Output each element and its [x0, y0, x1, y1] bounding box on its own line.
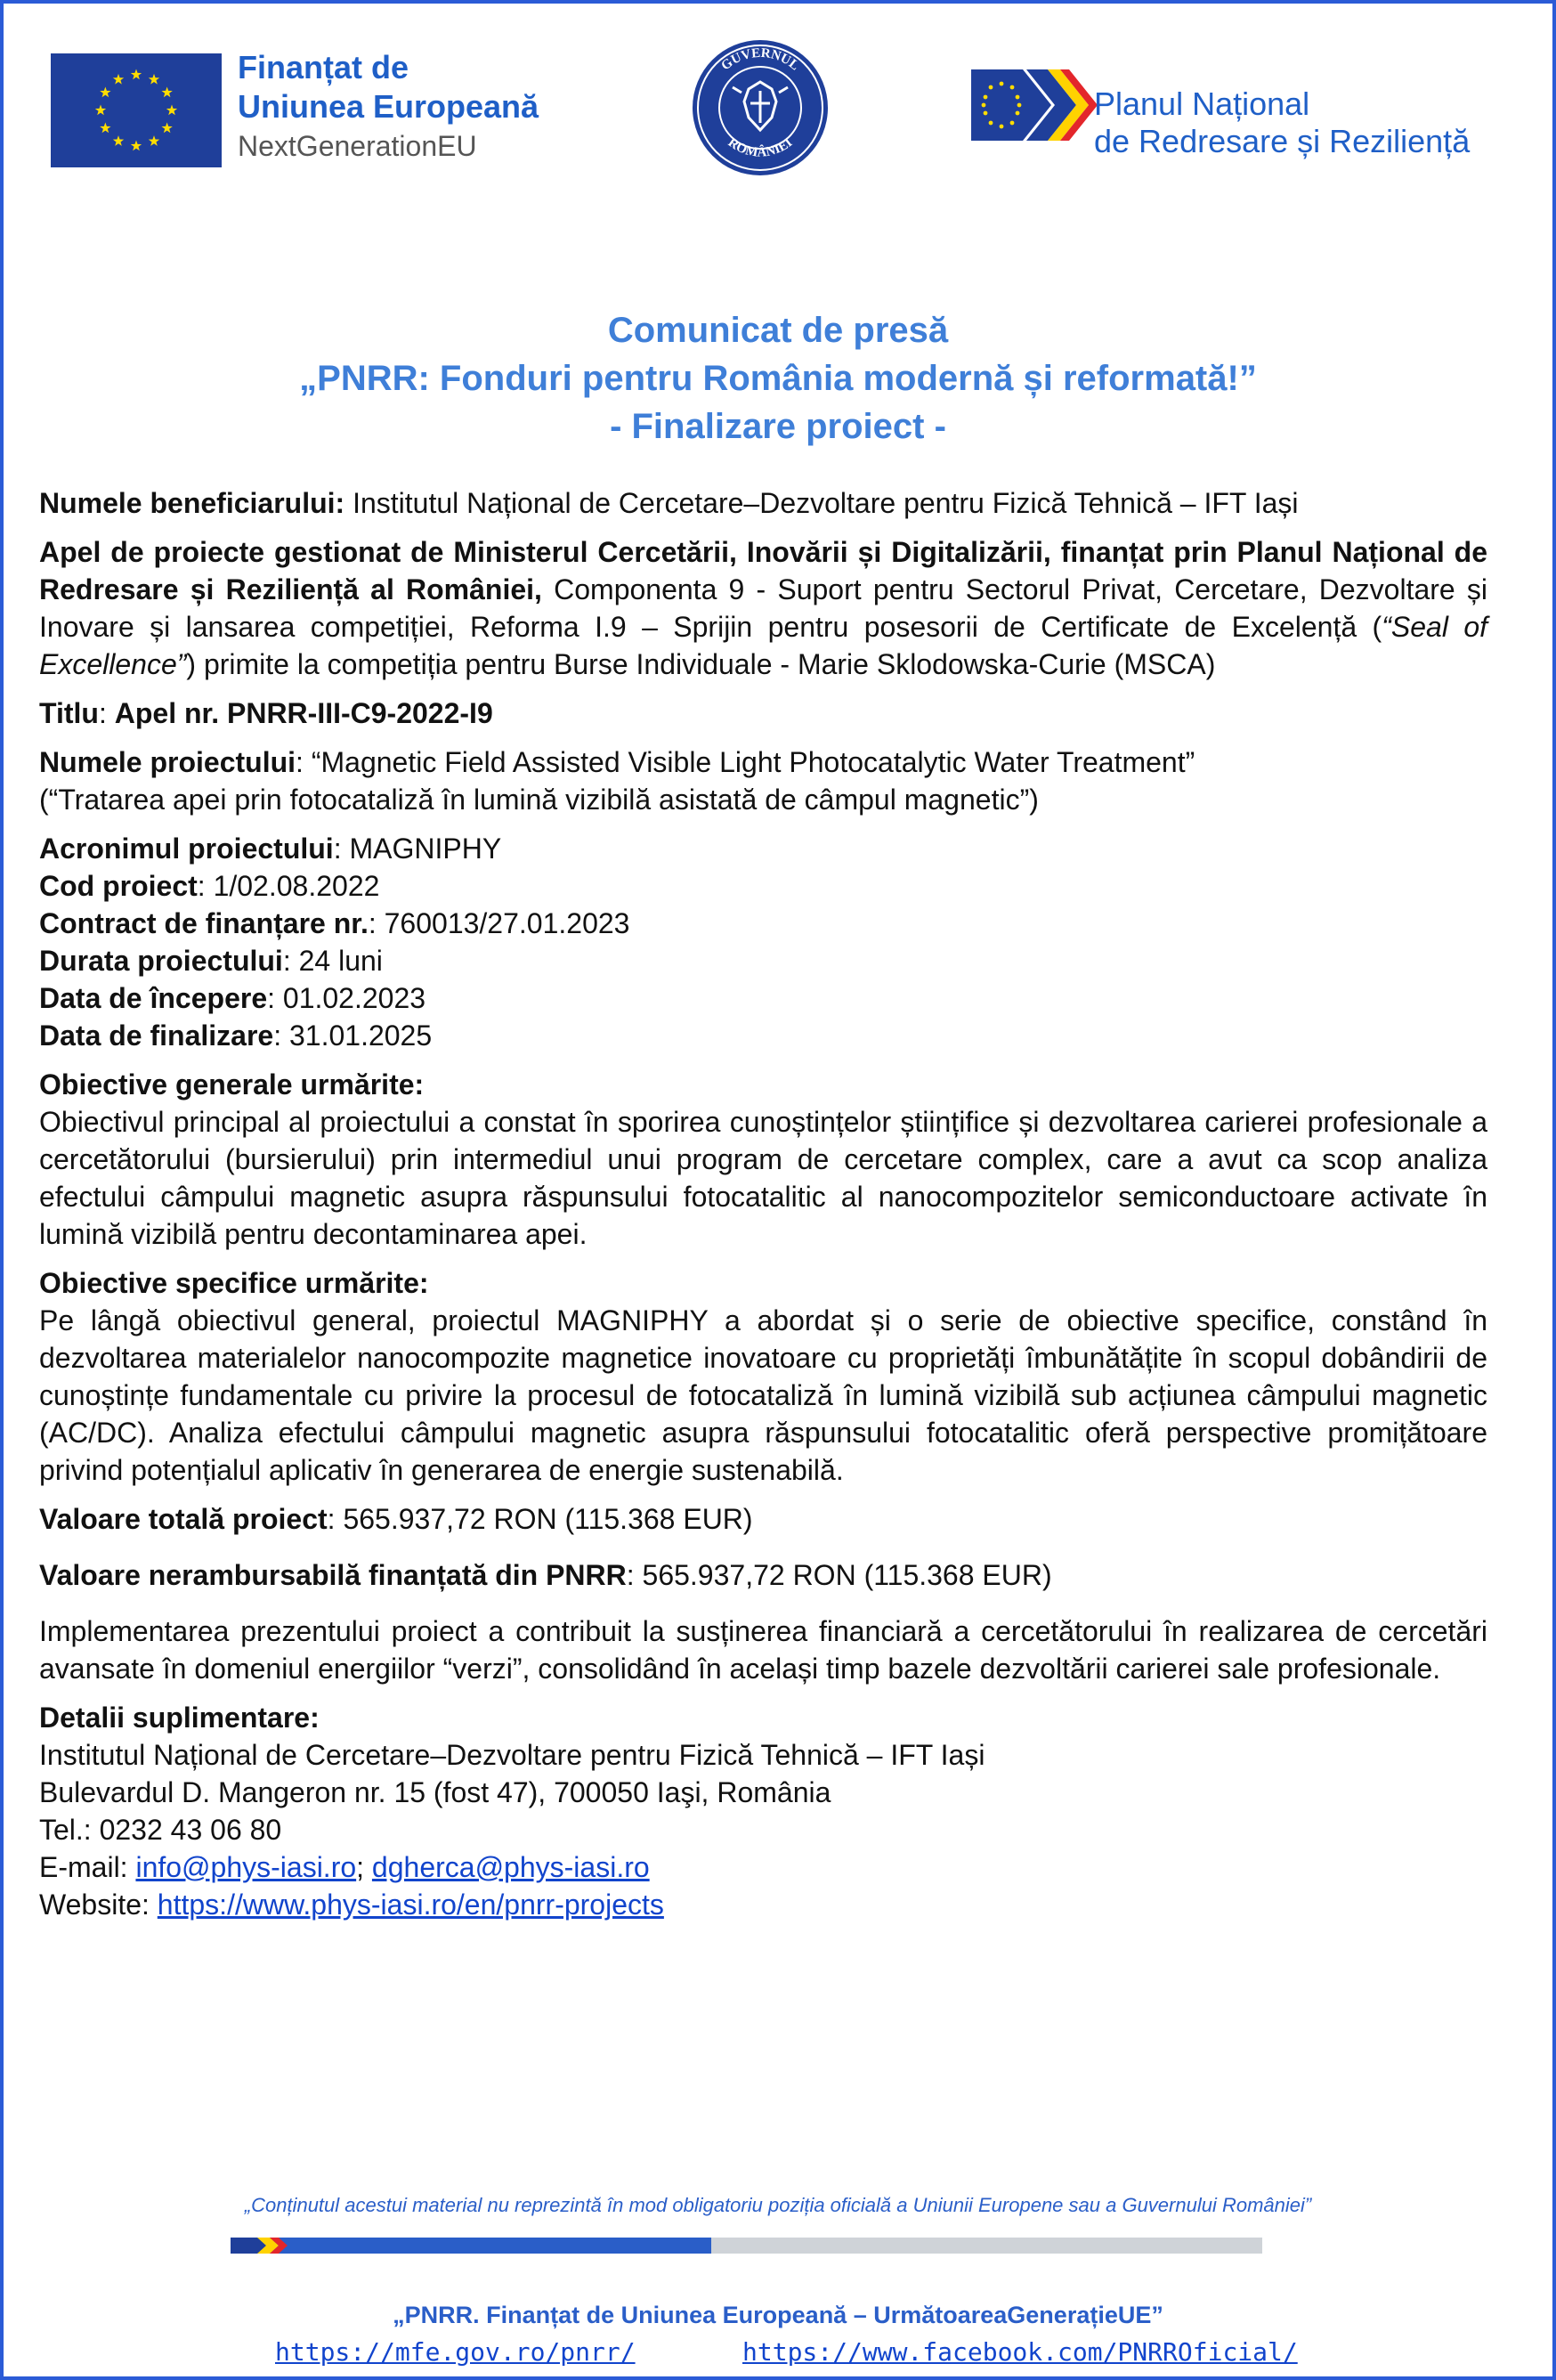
email-link-dgherca[interactable]: dgherca@phys-iasi.ro: [371, 1851, 650, 1883]
website-label: Website:: [39, 1889, 158, 1921]
detail-value: : 1/02.08.2022: [197, 870, 380, 902]
detail-value: : 24 luni: [282, 945, 383, 977]
call-paragraph: [39, 533, 1487, 683]
call-text-2: ) primite la competiția pentru Burse Individuale - Marie Sklodowska-Curie (MSCA): [186, 648, 1216, 680]
pnrr-title: [1094, 85, 1470, 160]
project-name-label: Numele proiectului: [39, 746, 296, 778]
nonrefundable-label: Valoare nerambursabilă finanțată din PNRR: [39, 1559, 627, 1591]
eu-union-line: Uniunea Europeană: [238, 88, 539, 125]
email-label: E-mail:: [39, 1851, 136, 1883]
email-link-info[interactable]: info@phys-iasi.ro: [135, 1851, 357, 1883]
divider-grey-segment: [711, 2238, 1262, 2254]
detail-row: [39, 905, 1487, 942]
contact-heading: Detalii suplimentare:: [39, 1702, 320, 1734]
general-objectives-heading: Obiective generale urmărite:: [39, 1068, 425, 1101]
contact-section: [39, 1699, 1487, 1923]
detail-label: Data de începere: [39, 982, 268, 1014]
divider-blue-segment: [231, 2238, 711, 2254]
seal-of-excellence-text: “Seal of Excellence”: [39, 611, 1488, 680]
website-link[interactable]: https://www.phys-iasi.ro/en/pnrr-projects: [157, 1889, 664, 1921]
footer-links: [4, 2336, 1552, 2368]
detail-row: [39, 1017, 1487, 1054]
title-line-3: - Finalizare proiect -: [610, 407, 946, 446]
detail-label: Durata proiectului: [39, 945, 283, 977]
specific-objectives-section: [39, 1264, 1487, 1489]
eu-nextgen-line: NextGenerationEU: [238, 130, 477, 162]
general-objectives-text: Obiectivul principal al proiectului a constat în sporirea cunoștințelor științifice și dezvoltarea carierei profesionale a cercetătorului (bursierului) prin intermediul unui program de cercetare complex, care a avut ca scop analiza efectului câmpului magnetic asupra răspunsului fotocatalitic al nanocompozitelor semiconductoare activate în lumină vizibilă pentru decontaminarea apei.: [39, 1106, 1487, 1250]
project-name-paragraph: [39, 743, 1487, 818]
seal-text: GUVERNUL: [718, 45, 802, 74]
beneficiary-label: Numele beneficiarului:: [39, 487, 345, 519]
title-paragraph: [39, 695, 1487, 732]
eu-flag-icon: [51, 53, 222, 167]
body-content: [39, 484, 1487, 1935]
titlu-sep: :: [98, 697, 115, 729]
eu-funding-label: [238, 48, 612, 166]
pnrr-title-line2: de Redresare și Reziliență: [1094, 123, 1471, 159]
contact-website-row: [39, 1886, 1487, 1923]
email-separator: ;: [356, 1851, 372, 1883]
government-seal-icon: [690, 37, 831, 178]
general-objectives-section: [39, 1066, 1487, 1253]
nonrefundable-paragraph: [39, 1556, 1487, 1594]
detail-value: : 31.01.2025: [273, 1019, 433, 1052]
implementation-paragraph: Implementarea prezentului proiect a contribuit la susținerea financiară a cercetătorului în realizarea de cercetări avansate în domeniul energiilor “verzi”, consolidând în același timp bazele dezvoltării carierei sale profesionale.: [39, 1615, 1487, 1685]
detail-label: Cod proiect: [39, 870, 198, 902]
nonrefundable-amount: : 565.937,72 RON (115.368 EUR): [626, 1559, 1052, 1591]
eu-funded-line: Finanțat de: [238, 49, 409, 85]
detail-label: Data de finalizare: [39, 1019, 274, 1052]
specific-objectives-heading: Obiective specifice urmărite:: [39, 1267, 429, 1299]
beneficiary-paragraph: [39, 484, 1487, 522]
project-name-translation: (“Tratarea apei prin fotocataliză în lumină vizibilă asistată de câmpul magnetic”): [39, 784, 1039, 816]
contact-institution: Institutul Național de Cercetare–Dezvoltare pentru Fizică Tehnică – IFT Iași: [39, 1739, 985, 1771]
contact-address: Bulevardul D. Mangeron nr. 15 (fost 47), 700050 Iaşi, România: [39, 1776, 831, 1808]
pnrr-arrow-icon: [231, 2238, 293, 2254]
total-value-label: Valoare totală proiect: [39, 1503, 328, 1535]
titlu-value: Apel nr. PNRR-III-C9-2022-I9: [114, 697, 493, 729]
document-title: [39, 306, 1517, 451]
svg-text:ROMÂNIEI: ROMÂNIEI: [725, 135, 796, 160]
mfe-pnrr-link[interactable]: https://mfe.gov.ro/pnrr/: [275, 2337, 636, 2367]
titlu-label: Titlu: [39, 697, 99, 729]
detail-label: Contract de finanțare nr.: [39, 907, 369, 939]
detail-value: : 01.02.2023: [267, 982, 426, 1014]
call-bold-text: Apel de proiecte gestionat de Ministerul Cercetării, Inovării și Digitalizării, finanțat prin Planul Național de Redresare și Reziliență al României,: [39, 536, 1487, 605]
contact-phone: Tel.: 0232 43 06 80: [39, 1814, 282, 1846]
disclaimer-text: „Conținutul acestui material nu reprezintă în mod obligatoriu poziția oficială a Uniunii Europene sau a Guvernului României”: [244, 2194, 1312, 2216]
footer-slogan: „PNRR. Finanțat de Uniunea Europeană – UrmătoareaGenerațieUE”: [393, 2302, 1163, 2328]
facebook-pnrr-link[interactable]: https://www.facebook.com/PNRROficial/: [742, 2337, 1298, 2367]
contact-email-row: [39, 1848, 1487, 1886]
detail-row: [39, 942, 1487, 979]
project-name-value: : “Magnetic Field Assisted Visible Light Photocatalytic Water Treatment”: [296, 746, 1195, 778]
detail-row: [39, 830, 1487, 867]
total-value-paragraph: [39, 1500, 1487, 1538]
footer-divider-bar: [231, 2238, 1262, 2254]
detail-row: [39, 979, 1487, 1017]
title-line-2: „PNRR: Fonduri pentru România modernă și reformată!”: [299, 359, 1257, 398]
specific-objectives-text: Pe lângă obiectivul general, proiectul MAGNIPHY a abordat și o serie de obiective specifice, constând în dezvoltarea materialelor nanocompozite magnetice inovatoare cu proprietăți îmbunătățite în scopul dobândirii de cunoștințe fundamentale cu privire la procesul de fotocataliză în lumină vizibilă sub acțiunea câmpului magnetic (AC/DC). Analiza efectului câmpului magnetic asupra răspunsului fotocatalitic oferă perspective promițătoare privind potențialul aplicativ în generarea de energie sustenabilă.: [39, 1304, 1487, 1486]
pnrr-logo-icon: [971, 69, 1098, 141]
detail-label: Acronimul proiectului: [39, 833, 334, 865]
detail-value: : 760013/27.01.2023: [368, 907, 630, 939]
detail-row: [39, 867, 1487, 905]
detail-value: : MAGNIPHY: [333, 833, 502, 865]
project-details-list: [39, 830, 1487, 1054]
call-text-1: Componenta 9 - Suport pentru Sectorul Privat, Cercetare, Dezvoltare și Inovare și lansarea competiției, Reforma I.9 – Sprijin pentru posesorii de Certificate de Excelență (: [39, 573, 1488, 643]
total-value-amount: : 565.937,72 RON (115.368 EUR): [327, 1503, 753, 1535]
title-line-1: Comunicat de presă: [607, 311, 949, 350]
pnrr-title-line1: Planul Național: [1094, 85, 1310, 122]
beneficiary-value: Institutul Național de Cercetare–Dezvoltare pentru Fizică Tehnică – IFT Iași: [344, 487, 1299, 519]
